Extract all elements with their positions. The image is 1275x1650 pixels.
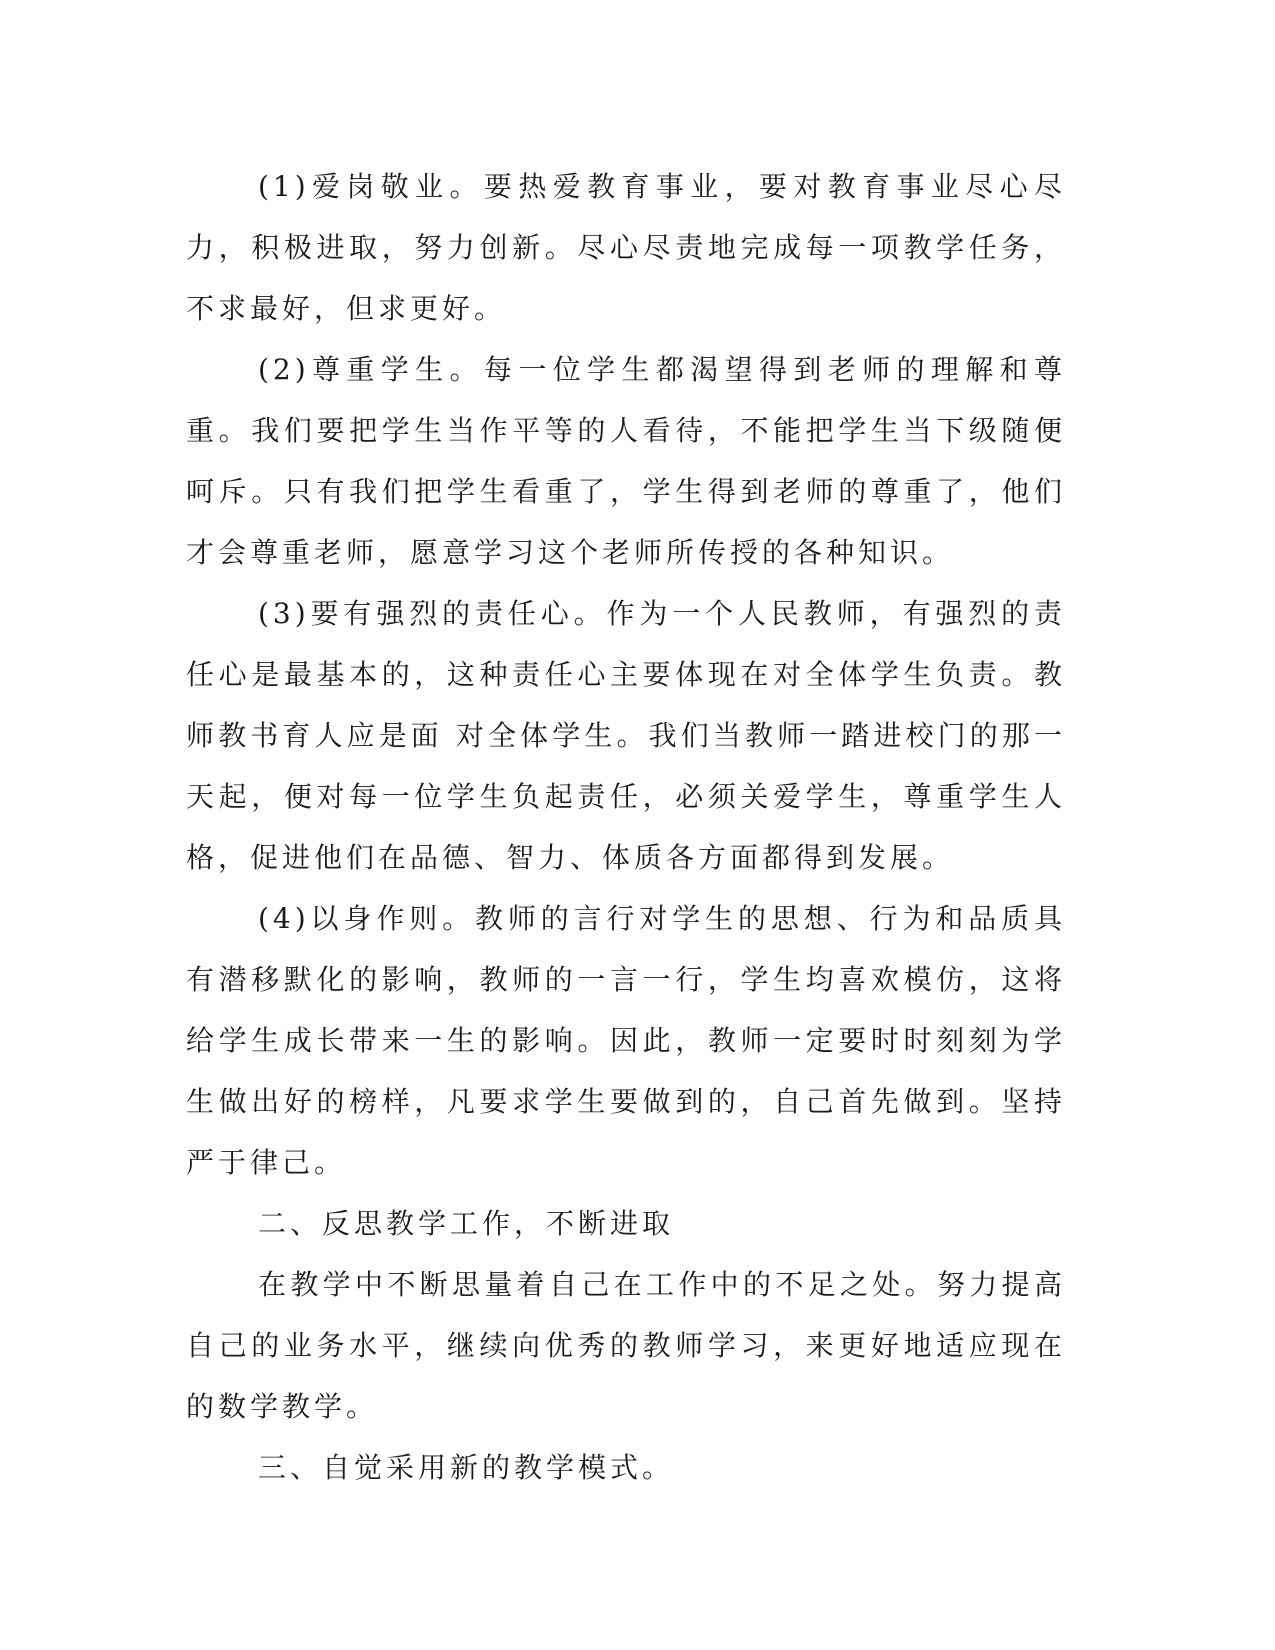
paragraph-lead-by-example: (4)以身作则。教师的言行对学生的思想、行为和品质具有潜移默化的影响，教师的一言一行，学生均喜欢模仿，这将给学生成长带来一生的影响。因此，教师一定要时时刻刻为学生做出好的榜样，凡要求学生要做到的，自己首先做到。坚持严于律己。 — [186, 902, 1066, 1179]
document-body — [186, 156, 1066, 1498]
section-heading-new-model: 三、自觉采用新的教学模式。 — [258, 1451, 675, 1484]
paragraph-reflection: 在教学中不断思量着自己在工作中的不足之处。努力提高自己的业务水平，继续向优秀的教师学习，来更好地适应现在的数学教学。 — [186, 1268, 1066, 1423]
paragraph-responsibility: (3)要有强烈的责任心。作为一个人民教师，有强烈的责任心是最基本的，这种责任心主要体现在对全体学生负责。教师教书育人应是面 对全体学生。我们当教师一踏进校门的那一天起，便对每一位学生负起责任，必须关爱学生，尊重学生人格，促进他们在品德、智力、体质各方面都得到发展。 — [186, 597, 1066, 874]
section-heading-reflection: 二、反思教学工作，不断进取 — [258, 1207, 675, 1240]
paragraph-love-job: (1)爱岗敬业。要热爱教育事业，要对教育事业尽心尽力，积极进取，努力创新。尽心尽责地完成每一项教学任务，不求最好，但求更好。 — [186, 170, 1066, 325]
paragraph-respect-students: (2)尊重学生。每一位学生都渴望得到老师的理解和尊重。我们要把学生当作平等的人看待，不能把学生当下级随便呵斥。只有我们把学生看重了，学生得到老师的尊重了，他们才会尊重老师，愿意学习这个老师所传授的各种知识。 — [186, 353, 1066, 569]
